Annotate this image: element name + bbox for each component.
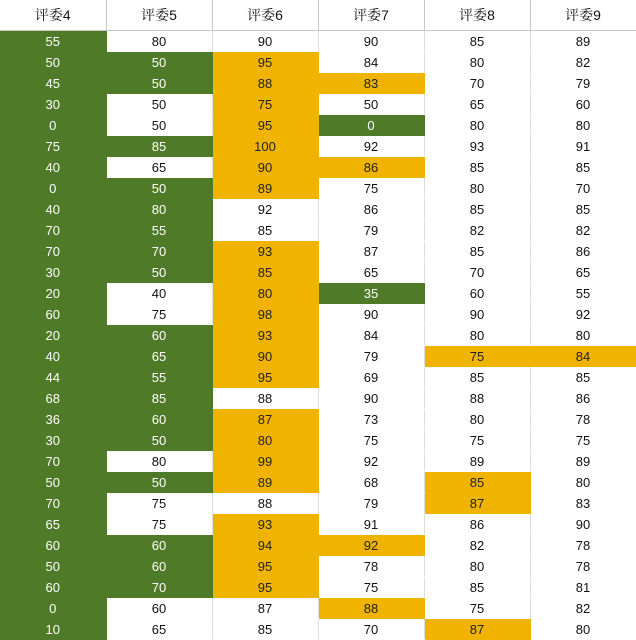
table-cell[interactable]: 85: [424, 577, 530, 598]
table-cell[interactable]: 88: [424, 388, 530, 409]
table-row: [0, 409, 636, 430]
table-cell[interactable]: 99: [212, 451, 318, 472]
table-cell[interactable]: 80: [530, 325, 636, 346]
table-cell[interactable]: 95: [212, 556, 318, 577]
table-cell[interactable]: 84: [530, 346, 636, 367]
table-row: [0, 430, 636, 451]
table-cell[interactable]: 65: [0, 514, 106, 535]
table-cell[interactable]: 50: [0, 52, 106, 73]
table-cell[interactable]: 87: [424, 619, 530, 640]
table-row: [0, 136, 636, 157]
table-cell[interactable]: 30: [0, 262, 106, 283]
table-cell[interactable]: 85: [530, 199, 636, 220]
table-cell[interactable]: 50: [106, 178, 212, 199]
table-cell[interactable]: 80: [530, 115, 636, 136]
table-cell[interactable]: 70: [0, 493, 106, 514]
table-cell[interactable]: 79: [318, 220, 424, 241]
table-cell[interactable]: 75: [424, 430, 530, 451]
table-cell[interactable]: 82: [530, 598, 636, 619]
table-row: [0, 220, 636, 241]
table-cell[interactable]: 79: [530, 73, 636, 94]
table-cell[interactable]: 10: [0, 619, 106, 640]
table-cell[interactable]: 90: [530, 514, 636, 535]
table-cell[interactable]: 85: [106, 136, 212, 157]
table-cell[interactable]: 35: [318, 283, 424, 304]
table-cell[interactable]: 89: [530, 451, 636, 472]
table-cell[interactable]: 83: [530, 493, 636, 514]
table-row: [0, 535, 636, 556]
table-cell[interactable]: 75: [318, 178, 424, 199]
table-cell[interactable]: 70: [0, 241, 106, 262]
table-cell[interactable]: 98: [212, 304, 318, 325]
table-cell[interactable]: 80: [424, 325, 530, 346]
table-cell[interactable]: 73: [318, 409, 424, 430]
table-cell[interactable]: 88: [212, 73, 318, 94]
table-cell[interactable]: 90: [212, 31, 318, 52]
table-cell[interactable]: 82: [530, 52, 636, 73]
table-cell[interactable]: 60: [0, 304, 106, 325]
table-cell[interactable]: 86: [530, 388, 636, 409]
table-cell[interactable]: 80: [212, 430, 318, 451]
table-cell[interactable]: 50: [318, 94, 424, 115]
table-cell[interactable]: 87: [212, 409, 318, 430]
table-cell[interactable]: 85: [530, 367, 636, 388]
table-row: [0, 304, 636, 325]
table-cell[interactable]: 91: [530, 136, 636, 157]
table-cell[interactable]: 93: [212, 514, 318, 535]
table-cell[interactable]: 50: [0, 472, 106, 493]
table-cell[interactable]: 80: [424, 178, 530, 199]
table-cell[interactable]: 70: [0, 220, 106, 241]
table-cell[interactable]: 78: [530, 556, 636, 577]
table-cell[interactable]: 100: [212, 136, 318, 157]
table-cell[interactable]: 65: [424, 94, 530, 115]
header-row: [0, 0, 636, 31]
table-cell[interactable]: 80: [530, 472, 636, 493]
table-cell[interactable]: 45: [0, 73, 106, 94]
table-row: [0, 346, 636, 367]
table-cell[interactable]: 20: [0, 325, 106, 346]
table-cell[interactable]: 60: [424, 283, 530, 304]
table-cell[interactable]: 95: [212, 577, 318, 598]
table-cell[interactable]: 75: [0, 136, 106, 157]
table-cell[interactable]: 85: [212, 619, 318, 640]
table-cell[interactable]: 95: [212, 52, 318, 73]
table-cell[interactable]: 60: [106, 325, 212, 346]
table-cell[interactable]: 85: [106, 388, 212, 409]
table-cell[interactable]: 91: [318, 514, 424, 535]
table-cell[interactable]: 93: [212, 241, 318, 262]
table-cell[interactable]: 95: [212, 367, 318, 388]
table-cell[interactable]: 85: [424, 367, 530, 388]
table-row: [0, 283, 636, 304]
table-cell[interactable]: 50: [106, 262, 212, 283]
table-cell[interactable]: 40: [106, 283, 212, 304]
table-cell[interactable]: 86: [318, 199, 424, 220]
table-cell[interactable]: 70: [318, 619, 424, 640]
table-cell[interactable]: 70: [0, 451, 106, 472]
table-cell[interactable]: 75: [318, 577, 424, 598]
table-cell[interactable]: 75: [106, 514, 212, 535]
table-cell[interactable]: 70: [530, 178, 636, 199]
table-cell[interactable]: 30: [0, 430, 106, 451]
table-cell[interactable]: 50: [106, 94, 212, 115]
table-cell[interactable]: 88: [212, 493, 318, 514]
table-cell[interactable]: 89: [424, 451, 530, 472]
table-cell[interactable]: 50: [106, 430, 212, 451]
table-cell[interactable]: 60: [0, 577, 106, 598]
table-cell[interactable]: 75: [106, 493, 212, 514]
table-cell[interactable]: 80: [106, 451, 212, 472]
table-cell[interactable]: 92: [318, 535, 424, 556]
table-cell[interactable]: 92: [530, 304, 636, 325]
table-cell[interactable]: 85: [424, 31, 530, 52]
table-row: [0, 472, 636, 493]
table-cell[interactable]: 50: [106, 472, 212, 493]
table-cell[interactable]: 85: [424, 472, 530, 493]
table-cell[interactable]: 90: [318, 304, 424, 325]
table-cell[interactable]: 87: [212, 598, 318, 619]
table-cell[interactable]: 75: [106, 304, 212, 325]
table-cell[interactable]: 85: [424, 199, 530, 220]
table-row: [0, 367, 636, 388]
table-cell[interactable]: 80: [424, 409, 530, 430]
table-cell[interactable]: 0: [0, 178, 106, 199]
table-cell[interactable]: 20: [0, 283, 106, 304]
table-cell[interactable]: 81: [530, 577, 636, 598]
table-cell[interactable]: 88: [212, 388, 318, 409]
column-header-5[interactable]: 评委9: [530, 0, 636, 31]
table-cell[interactable]: 70: [106, 577, 212, 598]
table-cell[interactable]: 85: [424, 241, 530, 262]
table-cell[interactable]: 50: [106, 52, 212, 73]
table-cell[interactable]: 75: [424, 346, 530, 367]
table-row: [0, 73, 636, 94]
table-cell[interactable]: 93: [424, 136, 530, 157]
table-row: [0, 157, 636, 178]
table-cell[interactable]: 85: [212, 220, 318, 241]
table-cell[interactable]: 70: [106, 241, 212, 262]
table-cell[interactable]: 60: [530, 94, 636, 115]
table-cell[interactable]: 93: [212, 325, 318, 346]
table-cell[interactable]: 75: [424, 598, 530, 619]
table-cell[interactable]: 60: [106, 556, 212, 577]
table-cell[interactable]: 78: [530, 409, 636, 430]
table-row: [0, 388, 636, 409]
table-cell[interactable]: 90: [212, 157, 318, 178]
table-cell[interactable]: 88: [318, 598, 424, 619]
table-cell[interactable]: 50: [106, 115, 212, 136]
table-cell[interactable]: 84: [318, 52, 424, 73]
table-cell[interactable]: 36: [0, 409, 106, 430]
column-header-1[interactable]: 评委5: [106, 0, 212, 31]
table-cell[interactable]: 92: [318, 136, 424, 157]
table-cell[interactable]: 89: [530, 31, 636, 52]
table-cell[interactable]: 40: [0, 199, 106, 220]
table-cell[interactable]: 83: [318, 73, 424, 94]
table-cell[interactable]: 90: [212, 346, 318, 367]
table-cell[interactable]: 90: [318, 31, 424, 52]
table-cell[interactable]: 80: [424, 556, 530, 577]
column-header-2[interactable]: 评委6: [212, 0, 318, 31]
table-cell[interactable]: 80: [212, 283, 318, 304]
table-cell[interactable]: 30: [0, 94, 106, 115]
table-cell[interactable]: 0: [318, 115, 424, 136]
table-header: [0, 0, 636, 31]
table-cell[interactable]: 40: [0, 346, 106, 367]
table-cell[interactable]: 92: [318, 451, 424, 472]
table-cell[interactable]: 50: [106, 73, 212, 94]
table-cell[interactable]: 70: [424, 262, 530, 283]
table-row: [0, 52, 636, 73]
table-cell[interactable]: 55: [106, 220, 212, 241]
table-cell[interactable]: 65: [106, 157, 212, 178]
table-row: [0, 493, 636, 514]
table-cell[interactable]: 87: [424, 493, 530, 514]
table-cell[interactable]: 68: [318, 472, 424, 493]
table-row: [0, 178, 636, 199]
table-cell[interactable]: 75: [318, 430, 424, 451]
table-row: [0, 115, 636, 136]
table-cell[interactable]: 85: [424, 157, 530, 178]
table-cell[interactable]: 60: [106, 598, 212, 619]
table-cell[interactable]: 84: [318, 325, 424, 346]
table-row: [0, 199, 636, 220]
table-cell[interactable]: 60: [0, 535, 106, 556]
table-cell[interactable]: 94: [212, 535, 318, 556]
table-row: [0, 325, 636, 346]
table-cell[interactable]: 55: [106, 367, 212, 388]
table-cell[interactable]: 89: [212, 472, 318, 493]
table-cell[interactable]: 68: [0, 388, 106, 409]
column-header-3[interactable]: 评委7: [318, 0, 424, 31]
table-cell[interactable]: 90: [318, 388, 424, 409]
table-cell[interactable]: 70: [424, 73, 530, 94]
table-row: [0, 514, 636, 535]
table-cell[interactable]: 90: [424, 304, 530, 325]
column-header-4[interactable]: 评委8: [424, 0, 530, 31]
table-cell[interactable]: 95: [212, 115, 318, 136]
table-cell[interactable]: 44: [0, 367, 106, 388]
table-cell[interactable]: 50: [0, 556, 106, 577]
table-cell[interactable]: 0: [0, 115, 106, 136]
table-row: [0, 241, 636, 262]
table-cell[interactable]: 65: [530, 262, 636, 283]
table-cell[interactable]: 79: [318, 346, 424, 367]
table-row: [0, 262, 636, 283]
table-cell[interactable]: 78: [530, 535, 636, 556]
table-cell[interactable]: 92: [212, 199, 318, 220]
table-cell[interactable]: 87: [318, 241, 424, 262]
table-row: [0, 577, 636, 598]
table-cell[interactable]: 69: [318, 367, 424, 388]
table-cell[interactable]: 55: [530, 283, 636, 304]
table-cell[interactable]: 80: [530, 619, 636, 640]
table-cell[interactable]: 80: [106, 199, 212, 220]
table-cell[interactable]: 85: [212, 262, 318, 283]
column-header-0[interactable]: 评委4: [0, 0, 106, 31]
table-cell[interactable]: 86: [424, 514, 530, 535]
table-cell[interactable]: 82: [424, 535, 530, 556]
table-cell[interactable]: 80: [424, 52, 530, 73]
table-row: [0, 598, 636, 619]
table-row: [0, 31, 636, 52]
table-cell[interactable]: 82: [424, 220, 530, 241]
table-row: [0, 619, 636, 640]
table-row: [0, 451, 636, 472]
table-cell[interactable]: 78: [318, 556, 424, 577]
table-cell[interactable]: 60: [106, 409, 212, 430]
table-body: [0, 31, 636, 640]
table-cell[interactable]: 85: [530, 157, 636, 178]
table-cell[interactable]: 0: [0, 598, 106, 619]
table-row: [0, 556, 636, 577]
table-cell[interactable]: 55: [0, 31, 106, 52]
table-cell[interactable]: 75: [530, 430, 636, 451]
table-cell[interactable]: 79: [318, 493, 424, 514]
table-cell[interactable]: 86: [530, 241, 636, 262]
table-cell[interactable]: 82: [530, 220, 636, 241]
table-cell[interactable]: 86: [318, 157, 424, 178]
table-cell[interactable]: 65: [106, 346, 212, 367]
table-cell[interactable]: 89: [212, 178, 318, 199]
table-cell[interactable]: 80: [106, 31, 212, 52]
table-row: [0, 94, 636, 115]
table-cell[interactable]: 40: [0, 157, 106, 178]
table-cell[interactable]: 65: [106, 619, 212, 640]
table-cell[interactable]: 60: [106, 535, 212, 556]
table-cell[interactable]: 75: [212, 94, 318, 115]
table-cell[interactable]: 80: [424, 115, 530, 136]
table-cell[interactable]: 65: [318, 262, 424, 283]
